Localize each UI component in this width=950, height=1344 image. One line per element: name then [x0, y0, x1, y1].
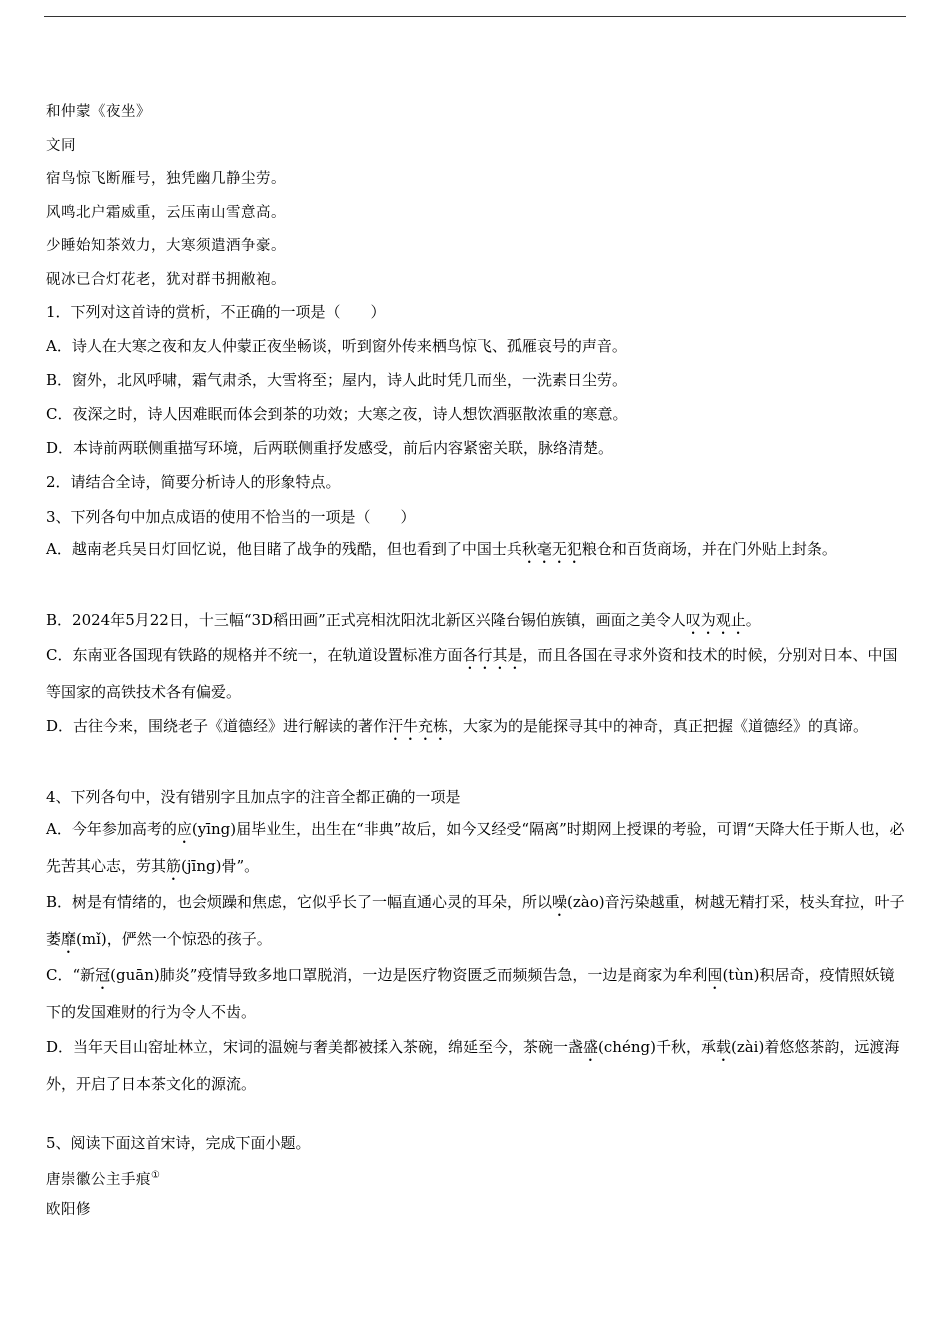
- question-4-option-c: [46, 957, 906, 1031]
- option-text: (yīng)届毕业生，出生在“非典”故后，如今又经受“隔离”时期网上授课的考验，可谓“天降大任于斯人也，必先苦其心志，劳其: [46, 820, 905, 875]
- question-3-option-a: [46, 531, 906, 568]
- option-text: (jīng)骨”。: [181, 857, 260, 875]
- option-text: (mǐ)，俨然一个惊恐的孩子。: [76, 930, 272, 948]
- option-text: (chéng)千秋，承: [598, 1038, 716, 1056]
- dotted-idiom: 各行其是: [462, 646, 523, 664]
- dotted-char: 冠: [95, 966, 111, 984]
- poem-line-1: 宿鸟惊飞断雁号，独凭幽几静尘劳。: [46, 171, 286, 187]
- dotted-idiom: 汗牛充栋: [388, 717, 449, 735]
- option-text: (tùn)积居奇，疫情照妖镜下的发国难财的行为令人不齿。: [46, 966, 895, 1021]
- poem-line-4: 砚冰已合灯花老，犹对群书拥敝袍。: [46, 272, 286, 288]
- option-text: A．今年参加高考的: [46, 820, 177, 838]
- poem-line-3: 少睡始知茶效力，大寒须遣酒争豪。: [46, 238, 286, 254]
- poem-author: 文同: [46, 138, 76, 154]
- poem-title: 和仲蒙《夜坐》: [46, 104, 151, 120]
- option-text: C．“新: [46, 966, 96, 984]
- option-text: (zào)音污染越重，树越无精打采，枝头耷拉，叶子萎: [46, 893, 905, 948]
- question-1-option-a: A．诗人在大寒之夜和友人仲蒙正夜坐畅谈，听到窗外传来栖鸟惊飞、孤雁哀号的声音。: [46, 337, 627, 355]
- option-text: D．古往今来，围绕老子《道德经》进行解读的著作: [46, 717, 389, 735]
- question-2-stem: 2．请结合全诗，简要分析诗人的形象特点。: [46, 473, 341, 491]
- dotted-char: 应: [176, 820, 192, 838]
- dotted-char: 靡: [61, 930, 77, 948]
- poem-line-2: 风鸣北户霜威重，云压南山雪意高。: [46, 205, 286, 221]
- question-1-option-b: B．窗外，北风呼啸，霜气肃杀，大雪将至；屋内，诗人此时凭几而坐，一洗素日尘劳。: [46, 371, 628, 389]
- option-text: ，而且各国在寻求外资和技术的时候，分别对日本、中国等国家的高铁技术各有偏爱。: [46, 646, 898, 701]
- question-3-option-b: [46, 610, 906, 638]
- option-text: D．当年天目山窑址林立，宋词的温婉与奢美都被揉入茶碗，绵延至今，茶碗一盏: [46, 1038, 584, 1056]
- dotted-char: 载: [715, 1038, 731, 1056]
- option-text: ，大家为的是能探寻其中的神奇，真正把握《道德经》的真谛。: [448, 717, 869, 735]
- header-rule: [44, 16, 906, 17]
- question-4-option-a: [46, 811, 906, 885]
- option-text: C．东南亚各国现有铁路的规格并不统一，在轨道设置标准方面: [46, 646, 463, 664]
- option-text: A．越南老兵吴日灯回忆说，他目睹了战争的残酷，但也看到了中国士兵: [46, 540, 522, 558]
- option-text: 粮仓和百货商场，并在门外贴上封条。: [581, 540, 837, 558]
- dotted-char: 筋: [166, 857, 182, 875]
- option-text: (guān)肺炎”疫情导致多地口罩脱消，一边是医疗物资匮乏而频频告急，一边是商家为牟利: [110, 966, 708, 984]
- question-1-stem: 1．下列对这首诗的赏析，不正确的一项是（ ）: [46, 303, 386, 321]
- question-4-stem: 4、下列各句中，没有错别字且加点字的注音全都正确的一项是: [46, 788, 461, 806]
- option-text: 。: [745, 611, 761, 629]
- dotted-idiom: 秋毫无犯: [521, 540, 582, 558]
- dotted-idiom: 叹为观止: [685, 611, 746, 629]
- option-text: B．树是有情绪的，也会烦躁和焦虑，它似乎长了一幅直通心灵的耳朵，所以: [46, 893, 553, 911]
- question-3-option-d: [46, 708, 906, 745]
- dotted-char: 噪: [552, 893, 568, 911]
- question-1-option-d: D．本诗前两联侧重描写环境，后两联侧重抒发感受，前后内容紧密关联，脉络清楚。: [46, 439, 614, 457]
- poem-2-author: 欧阳修: [46, 1202, 91, 1218]
- option-text: B．2024年5月22日，十三幅“3D稻田画”正式亮相沈阳沈北新区兴隆台锡伯族镇，画面之美令人: [46, 611, 686, 629]
- option-text: (zài)着悠悠茶韵，远渡海外，开启了日本茶文化的源流。: [46, 1038, 900, 1093]
- question-3-option-c: [46, 637, 906, 711]
- dotted-char: 囤: [707, 966, 723, 984]
- question-4-option-b: [46, 884, 906, 958]
- question-4-option-d: [46, 1029, 906, 1103]
- dotted-char: 盛: [583, 1038, 599, 1056]
- poem-2-title: [46, 1166, 906, 1190]
- poem-2-title-text: 唐崇徽公主手痕: [46, 1171, 151, 1188]
- question-5-stem: 5、阅读下面这首宋诗，完成下面小题。: [46, 1134, 311, 1152]
- footnote-marker: ①: [151, 1170, 161, 1181]
- question-1-option-c: C．夜深之时，诗人因难眠而体会到茶的功效；大寒之夜，诗人想饮酒驱散浓重的寒意。: [46, 405, 628, 423]
- question-3-stem: 3、下列各句中加点成语的使用不恰当的一项是（ ）: [46, 508, 416, 526]
